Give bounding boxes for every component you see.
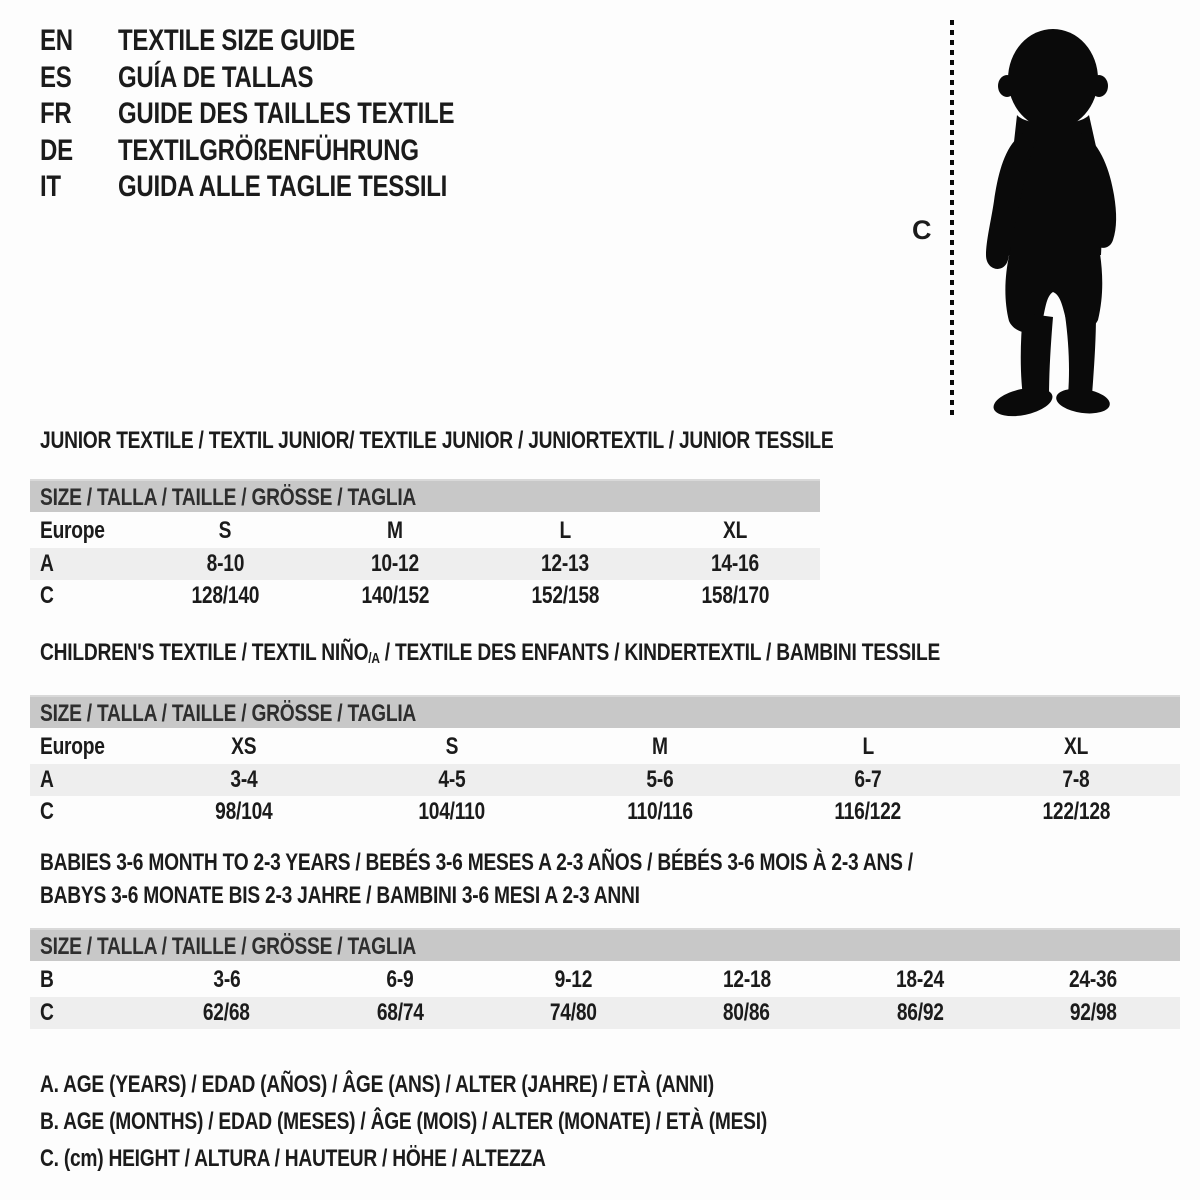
value-cell: L — [862, 733, 874, 760]
section-title-line — [40, 846, 1180, 879]
value-cell: S — [445, 733, 459, 760]
value-cell: 68/74 — [376, 999, 424, 1026]
row-label-cell: C — [40, 999, 54, 1026]
value-cell: 116/122 — [834, 798, 902, 825]
size-header-text: SIZE / TALLA / TAILLE / GRÖSSE / TAGLIA — [40, 933, 417, 960]
value-cell: XL — [722, 517, 748, 544]
table-row-c — [30, 997, 1180, 1029]
language-row — [40, 97, 538, 134]
size-section-children — [30, 636, 1180, 828]
title-subscript: /A — [368, 650, 380, 667]
table-row-c — [30, 580, 820, 612]
height-dashed-line — [950, 20, 954, 418]
legend-line: A. AGE (YEARS) / EDAD (AÑOS) / ÂGE (ANS) / ALTER (JAHRE) / ETÀ (ANNI) — [40, 1071, 714, 1098]
height-measure-figure — [900, 15, 1180, 430]
guide-title: TEXTILGRÖßENFÜHRUNG — [118, 133, 419, 167]
section-title — [40, 846, 1180, 912]
value-cell: 92/98 — [1069, 999, 1117, 1026]
height-measure-label: C — [912, 215, 932, 245]
guide-title: GUIDE DES TAILLES TEXTILE — [118, 97, 455, 130]
title-text: BABIES 3-6 MONTH TO 2-3 YEARS / BEBÉS 3-6 MESES A 2-3 AÑOS / BÉBÉS 3-6 MOIS À 2-3 ANS / — [40, 849, 913, 876]
table-row-europe — [30, 730, 1180, 764]
size-table — [30, 730, 1180, 828]
measure-legend — [40, 1066, 949, 1177]
value-cell: 86/92 — [896, 999, 944, 1026]
value-cell: 74/80 — [549, 999, 597, 1026]
table-row-a — [30, 764, 1180, 796]
section-title — [40, 424, 1180, 457]
language-code: ES — [40, 60, 72, 94]
row-label-cell: A — [40, 766, 54, 793]
size-header-bar — [30, 479, 820, 512]
value-cell: 80/86 — [723, 999, 771, 1026]
value-cell: 158/170 — [701, 582, 769, 609]
value-cell: M — [387, 517, 403, 544]
value-cell: 104/110 — [418, 798, 486, 825]
value-cell: 62/68 — [203, 999, 251, 1026]
language-code: DE — [40, 133, 73, 167]
size-header-bar — [30, 695, 1180, 728]
language-title-list — [40, 24, 538, 207]
size-section-babies — [30, 846, 1180, 1029]
row-label-cell: B — [40, 966, 54, 993]
size-table — [30, 514, 820, 612]
value-cell: 5-6 — [646, 766, 674, 793]
table-row-b — [30, 963, 1180, 997]
value-cell: 152/158 — [531, 582, 599, 609]
value-cell: 6-7 — [854, 766, 882, 793]
table-row-a — [30, 548, 820, 580]
row-label-cell: Europe — [40, 733, 105, 760]
value-cell: XL — [1063, 733, 1089, 760]
value-cell: 4-5 — [438, 766, 466, 793]
language-code: FR — [40, 97, 72, 130]
size-header-text: SIZE / TALLA / TAILLE / GRÖSSE / TAGLIA — [40, 484, 417, 511]
legend-line: B. AGE (MONTHS) / EDAD (MESES) / ÂGE (MOIS) / ALTER (MONATE) / ETÀ (MESI) — [40, 1108, 767, 1135]
value-cell: L — [559, 517, 571, 544]
title-text: JUNIOR TEXTILE / TEXTIL JUNIOR/ TEXTILE JUNIOR / JUNIORTEXTIL / JUNIOR TESSILE — [40, 427, 834, 454]
title-text: / TEXTILE DES ENFANTS / KINDERTEXTIL / BAMBINI TESSILE — [379, 639, 941, 666]
value-cell: 24-36 — [1069, 966, 1118, 993]
row-label-cell: C — [40, 582, 54, 609]
language-row — [40, 134, 538, 171]
value-cell: 128/140 — [191, 582, 259, 609]
row-label-cell: A — [40, 550, 54, 577]
row-label-cell: Europe — [40, 517, 105, 544]
language-row — [40, 61, 538, 98]
value-cell: 3-4 — [230, 766, 258, 793]
title-text: BABYS 3-6 MONATE BIS 2-3 JAHRE / BAMBINI 3-6 MESI A 2-3 ANNI — [40, 882, 640, 909]
value-cell: XS — [231, 733, 257, 760]
language-code: EN — [40, 24, 73, 57]
language-row — [40, 170, 538, 207]
section-title-line — [40, 879, 1180, 912]
table-row-c — [30, 796, 1180, 828]
value-cell: 3-6 — [213, 966, 241, 993]
table-row-europe — [30, 514, 820, 548]
size-header-text: SIZE / TALLA / TAILLE / GRÖSSE / TAGLIA — [40, 700, 417, 727]
value-cell: S — [218, 517, 232, 544]
section-title-line — [40, 636, 1180, 673]
toddler-silhouette-icon — [965, 23, 1145, 423]
guide-title: GUÍA DE TALLAS — [118, 60, 314, 94]
value-cell: 18-24 — [896, 966, 944, 993]
legend-line: C. (cm) HEIGHT / ALTURA / HAUTEUR / HÖHE / ALTEZZA — [40, 1145, 546, 1172]
value-cell: M — [652, 733, 668, 760]
value-cell: 10-12 — [371, 550, 419, 577]
size-section-junior — [30, 424, 1180, 612]
title-text: CHILDREN'S TEXTILE / TEXTIL NIÑO — [40, 639, 369, 666]
section-title-line — [40, 424, 1180, 457]
value-cell: 8-10 — [206, 550, 244, 577]
language-code: IT — [40, 170, 61, 203]
guide-title: GUIDA ALLE TAGLIE TESSILI — [118, 170, 448, 203]
value-cell: 7-8 — [1062, 766, 1090, 793]
row-label-cell: C — [40, 798, 54, 825]
value-cell: 9-12 — [554, 966, 593, 993]
value-cell: 122/128 — [1042, 798, 1110, 825]
value-cell: 12-13 — [541, 550, 589, 577]
guide-title: TEXTILE SIZE GUIDE — [118, 24, 356, 57]
size-table — [30, 963, 1180, 1029]
value-cell: 14-16 — [711, 550, 759, 577]
value-cell: 140/152 — [361, 582, 429, 609]
size-header-bar — [30, 928, 1180, 961]
value-cell: 110/116 — [627, 798, 693, 825]
section-title — [40, 636, 1180, 673]
value-cell: 98/104 — [215, 798, 273, 825]
value-cell: 12-18 — [722, 966, 771, 993]
value-cell: 6-9 — [386, 966, 414, 993]
language-row — [40, 24, 538, 61]
